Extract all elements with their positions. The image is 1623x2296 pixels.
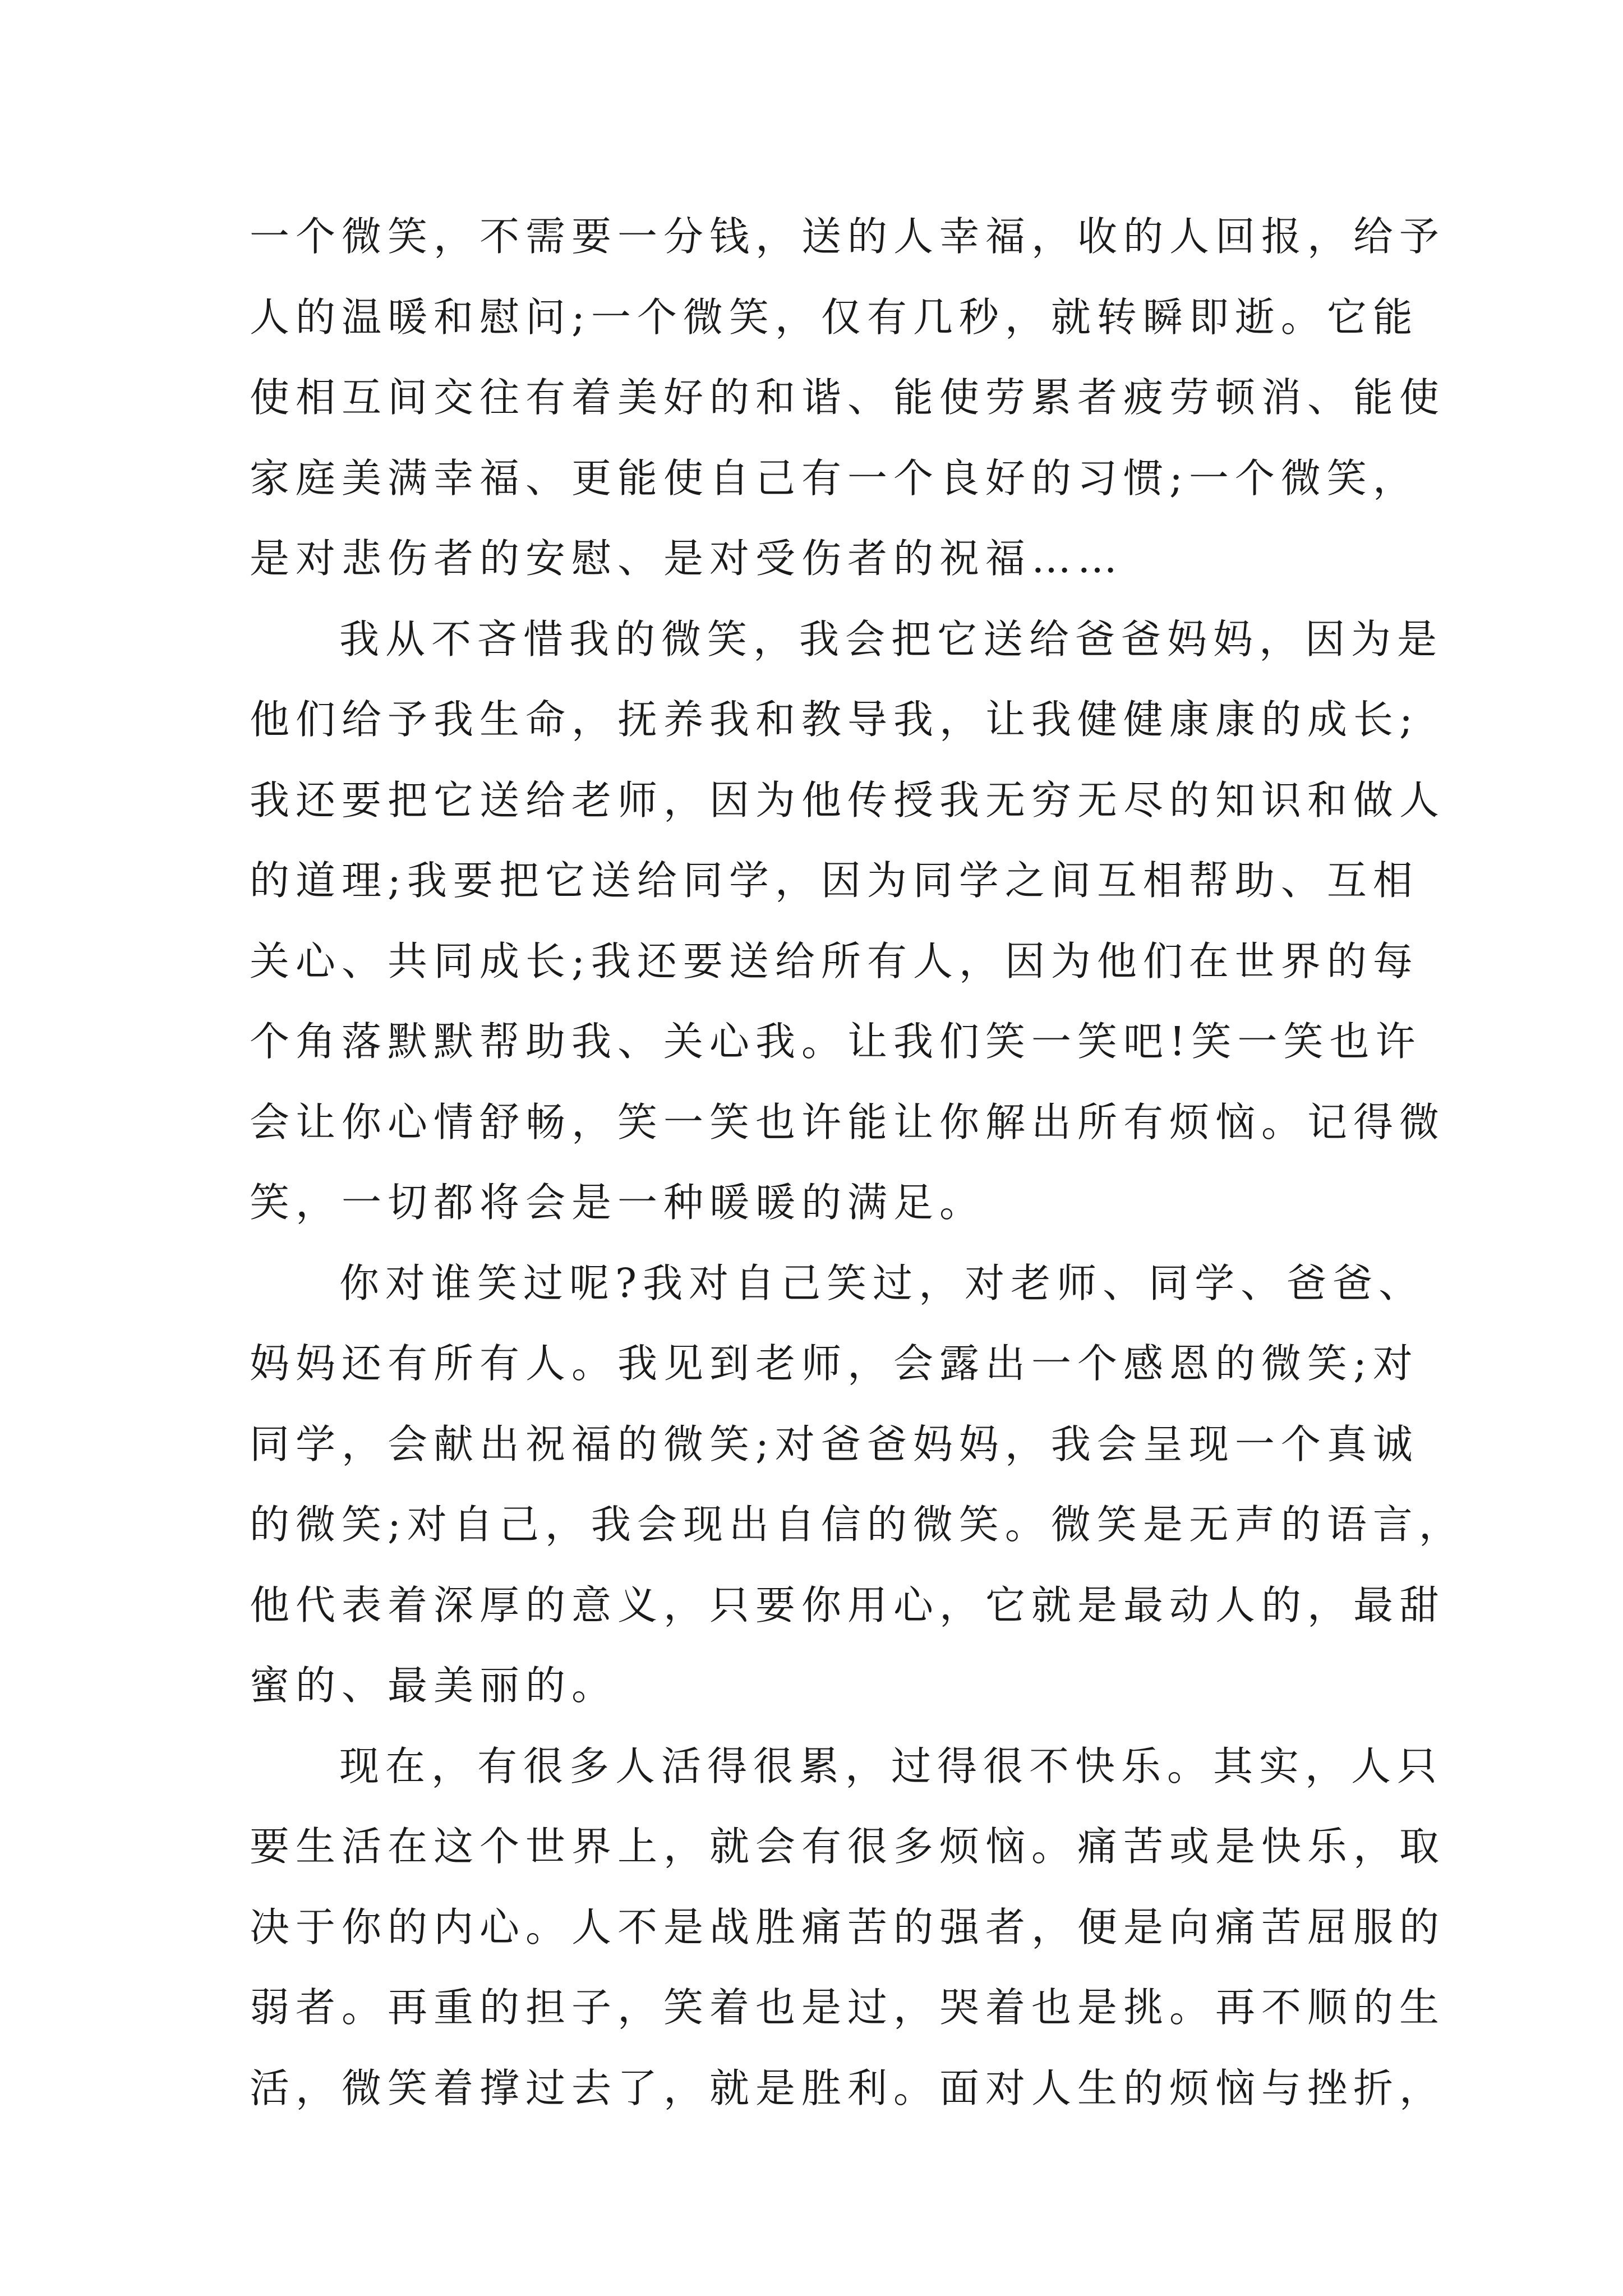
text-line: 现在，有很多人活得很累，过得很不快乐。其实，人只: [339, 1742, 1444, 1789]
text-line: 笑，一切都将会是一种暖暖的满足。: [250, 1179, 986, 1226]
text-line: 的微笑;对自己，我会现出自信的微笑。微笑是无声的语言，: [250, 1501, 1465, 1548]
text-line: 要生活在这个世界上，就会有很多烦恼。痛苦或是快乐，取: [250, 1823, 1446, 1870]
text-line: 他代表着深厚的意义，只要你用心，它就是最动人的，最甜: [250, 1581, 1446, 1628]
text-line: 蜜的、最美丽的。: [250, 1662, 618, 1709]
text-line: 同学，会献出祝福的微笑;对爸爸妈妈，我会呈现一个真诚: [250, 1420, 1419, 1467]
text-line: 关心、共同成长;我还要送给所有人，因为他们在世界的每: [250, 937, 1419, 984]
text-line: 活，微笑着撑过去了，就是胜利。面对人生的烦恼与挫折，: [250, 2064, 1446, 2111]
text-line: 我从不吝惜我的微笑，我会把它送给爸爸妈妈，因为是: [339, 615, 1444, 662]
text-line: 人的温暖和慰问;一个微笑，仅有几秒，就转瞬即逝。它能: [250, 293, 1419, 341]
text-line: 的道理;我要把它送给同学，因为同学之间互相帮助、互相: [250, 857, 1419, 904]
text-line: 使相互间交往有着美好的和谐、能使劳累者疲劳顿消、能使: [250, 374, 1446, 421]
text-line: 你对谁笑过呢?我对自己笑过，对老师、同学、爸爸、: [339, 1259, 1425, 1306]
text-line: 家庭美满幸福、更能使自己有一个良好的习惯;一个微笑，: [250, 454, 1419, 501]
text-line: 一个微笑，不需要一分钱，送的人幸福，收的人回报，给予: [250, 213, 1446, 260]
text-line: 弱者。再重的担子，笑着也是过，哭着也是挑。再不顺的生: [250, 1984, 1446, 2031]
text-line: 个角落默默帮助我、关心我。让我们笑一笑吧!笑一笑也许: [250, 1018, 1422, 1065]
text-line: 他们给予我生命，抚养我和教导我，让我健健康康的成长;: [250, 696, 1419, 743]
text-line: 决于你的内心。人不是战胜痛苦的强者，便是向痛苦屈服的: [250, 1903, 1446, 1950]
text-line: 是对悲伤者的安慰、是对受伤者的祝福……: [250, 535, 1124, 582]
text-line: 我还要把它送给老师，因为他传授我无穷无尽的知识和做人: [250, 776, 1446, 823]
document-body: [250, 196, 1465, 2128]
text-line: 会让你心情舒畅，笑一笑也许能让你解出所有烦恼。记得微: [250, 1098, 1446, 1145]
text-line: 妈妈还有所有人。我见到老师，会露出一个感恩的微笑;对: [250, 1340, 1419, 1387]
